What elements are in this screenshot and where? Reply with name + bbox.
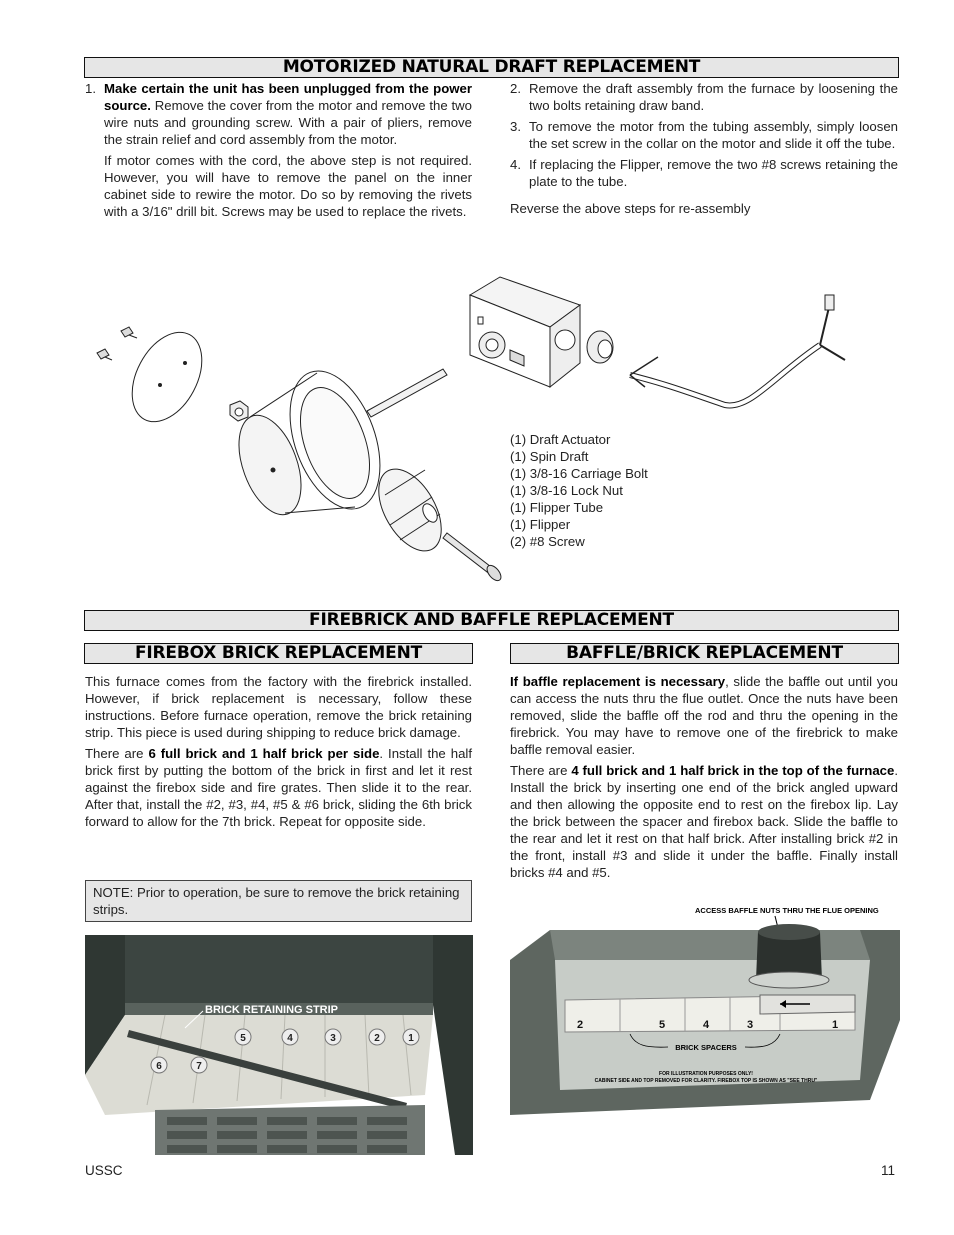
motor-steps-right: [510, 80, 898, 221]
brick-number-badge: [403, 1029, 419, 1045]
brick-spacers-label: BRICK SPACERS: [675, 1043, 737, 1052]
baffle-subheader: BAFFLE/BRICK REPLACEMENT: [510, 643, 899, 664]
motor-steps-left: [85, 80, 472, 224]
parts-list-item: (1) 3/8-16 Carriage Bolt: [510, 466, 648, 481]
baffle-paragraph-1: If baffle replacement is necessary, slide the baffle out until you can access the nuts thru the flue outlet. Once the nuts have been removed, slide the baffle off the rod and thru the opening in the firebrick. You may have to remove one of the firebrick to make baffle removal easier.: [510, 674, 898, 757]
parts-list: [510, 431, 648, 550]
flipper-plate: [118, 321, 216, 434]
flipper-tube-rod: [367, 369, 447, 417]
svg-text:4: 4: [287, 1033, 293, 1044]
step-2: 2. Remove the draft assembly from the furnace by loosening the two bolts retaining draw band.: [510, 81, 898, 113]
firebox-subheader: FIREBOX BRICK REPLACEMENT: [84, 643, 473, 664]
step-1: 1. Make certain the unit has been unplugged from the power source. Remove the cover from the motor and remove the two wire nuts and grounding screw. With a pair of pliers, remove the strain relief and cord assembly from the motor. If motor comes with the cord, the above step is not required. However, you will have to remove the panel on the inner cabinet side to rewire the motor. Do so by removing the rivets with a 3/16" drill bit. Screws may be used to replace the rivets.: [85, 81, 472, 219]
spin-draft-cylinder: [227, 359, 397, 523]
step-4: 4. If replacing the Flipper, remove the two #8 screws retaining the plate to the tube.: [510, 157, 898, 189]
brick-number-badge: [235, 1029, 251, 1045]
access-baffle-label: ACCESS BAFFLE NUTS THRU THE FLUE OPENING: [695, 906, 879, 915]
firebrick-section-header: FIREBRICK AND BAFFLE REPLACEMENT: [84, 610, 899, 631]
strip-label: BRICK RETAINING STRIP: [205, 1004, 339, 1016]
svg-text:6: 6: [156, 1061, 162, 1072]
firebox-paragraph-1: This furnace comes from the factory with the firebrick installed. However, if brick replacement is necessary, follow these instructions. Before furnace operation, remove the brick retaining strip. This piece is used during shipping to reduce brick damage.: [85, 674, 472, 740]
firebox-brick-illustration: [85, 935, 473, 1155]
parts-list-item: (1) Flipper Tube: [510, 500, 604, 515]
svg-text:1: 1: [408, 1033, 414, 1044]
svg-text:2: 2: [374, 1033, 380, 1044]
strain-relief: [587, 331, 613, 363]
power-cord: [630, 345, 820, 405]
screw-icon: [97, 349, 112, 360]
brick-number: 3: [746, 1019, 754, 1031]
parts-list-item: (1) 3/8-16 Lock Nut: [510, 483, 623, 498]
brick-number: 4: [702, 1019, 710, 1031]
brick-number: 5: [658, 1019, 666, 1031]
svg-text:3: 3: [330, 1033, 336, 1044]
reassembly-note: Reverse the above steps for re-assembly: [510, 201, 751, 216]
firebox-text: [85, 673, 472, 834]
lock-nut: [230, 401, 248, 421]
flue-collar: [749, 924, 829, 988]
step-1-sub: If motor comes with the cord, the above step is not required. However, you will have to remove the panel on the inner cabinet side to rewire the motor. Do so by removing the rivets with a 3/16" drill bit. Screws may be used to replace the rivets.: [104, 153, 472, 219]
carriage-bolt: [443, 533, 504, 583]
parts-list-item: (1) Flipper: [510, 517, 571, 532]
brick-number-badge: [191, 1057, 207, 1073]
step-3: 3. To remove the motor from the tubing assembly, simply loosen the set screw in the collar on the motor and slide it off the tube.: [510, 119, 898, 151]
baffle-brick-illustration: [510, 900, 900, 1115]
brick-number: 2: [576, 1019, 584, 1031]
illustration-note-1: FOR ILLUSTRATION PURPOSES ONLY!: [659, 1071, 753, 1077]
brick-number: 1: [831, 1019, 839, 1031]
baffle-text: [510, 673, 898, 885]
brick-number-badge: [325, 1029, 341, 1045]
motor-section-header: MOTORIZED NATURAL DRAFT REPLACEMENT: [84, 57, 899, 78]
svg-text:5: 5: [240, 1033, 246, 1044]
brick-number-badge: [369, 1029, 385, 1045]
screw-icon: [121, 327, 137, 338]
step-1-warning: Make certain the unit has been unplugged from the power source.: [104, 81, 472, 113]
draft-assembly-exploded-diagram: [85, 265, 875, 585]
brick-number-badge: [282, 1029, 298, 1045]
firebox-paragraph-2: There are 6 full brick and 1 half brick per side. Install the half brick first by putting the bottom of the brick in first and let it rest against the firebox side and fire grates. Then slide it to the rear. After that, install the #2, #3, #4, #5 & #6 brick, sliding the 6th brick forward to allow for the 7th brick. Repeat for opposite side.: [85, 746, 472, 829]
page-number: 11: [881, 1163, 896, 1178]
brick-number-badge: [151, 1057, 167, 1073]
footer-brand: USSC: [85, 1163, 123, 1178]
parts-list-item: (1) Spin Draft: [510, 449, 589, 464]
parts-list-item: (2) #8 Screw: [510, 534, 585, 549]
parts-list-item: (1) Draft Actuator: [510, 432, 611, 447]
illustration-note-2: CABINET SIDE AND TOP REMOVED FOR CLARITY. FIREBOX TOP IS SHOWN AS "SEE THRU": [594, 1078, 818, 1084]
note-box: NOTE: Prior to operation, be sure to remove the brick retaining strips.: [85, 880, 472, 922]
baffle-paragraph-2: There are 4 full brick and 1 half brick in the top of the furnace. Install the brick by inserting one end of the brick angled upward and then allowing the opposite end to rest on the firebox lip. Lay the brick between the spacer and firebox back. Slide the baffle to the rear and let it rest on that half brick. After installing brick #2 in the front, install #3 and slide it under the baffle. Finally install bricks #4 and #5.: [510, 763, 898, 880]
draft-actuator-motor: [470, 277, 580, 387]
svg-text:7: 7: [196, 1061, 202, 1072]
